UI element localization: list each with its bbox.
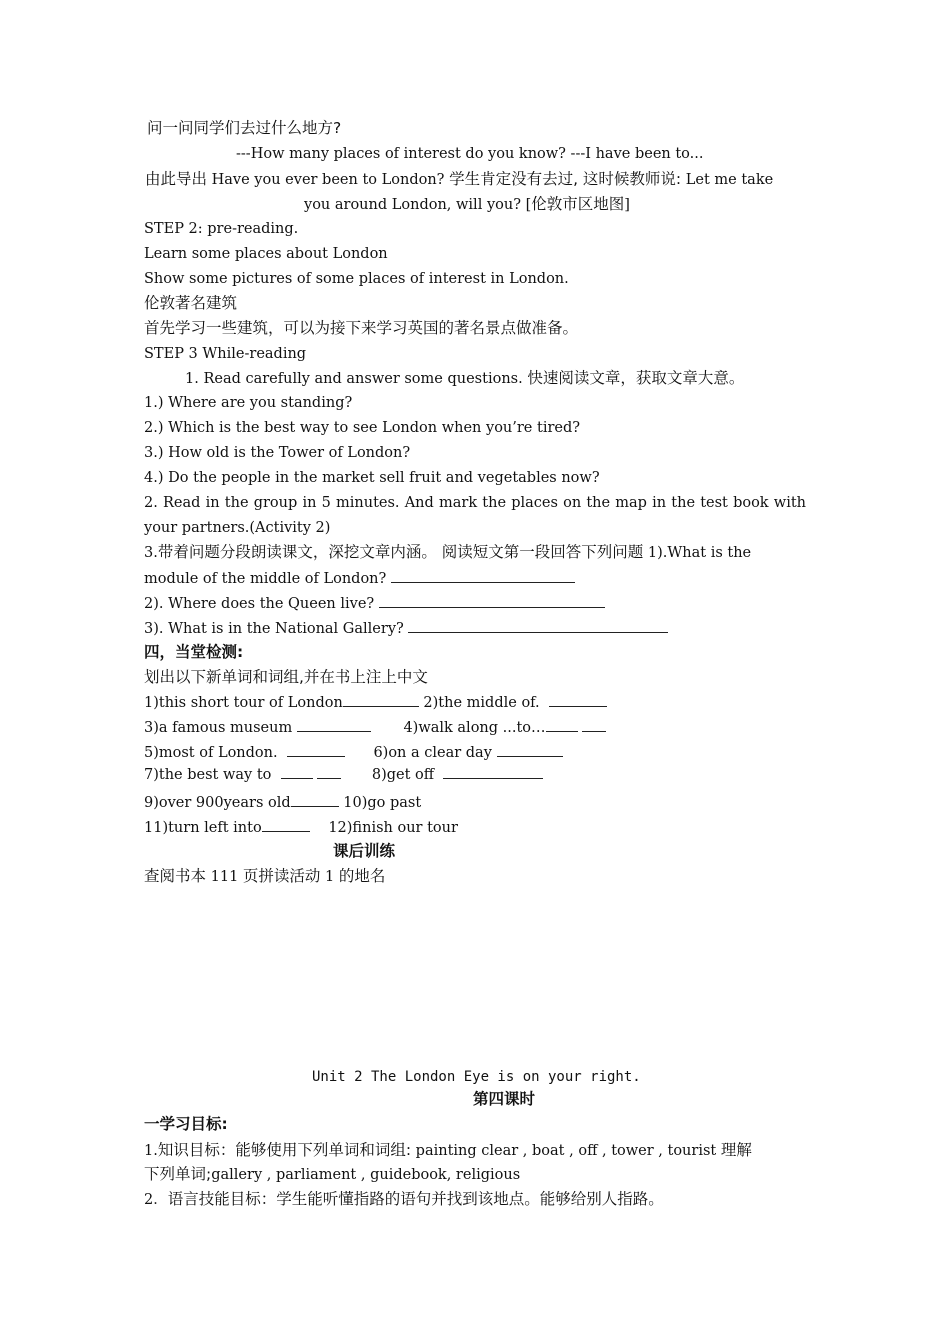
vocab-4: 4)walk along ...to… [403, 720, 546, 736]
answer-blank[interactable] [408, 618, 668, 633]
step2-line-2: Show some pictures of some places of interest in London. [144, 271, 569, 287]
fill-question-2 [144, 593, 605, 614]
vocab-blank[interactable] [343, 692, 419, 707]
goal-1-words: painting clear , boat , off , tower , tourist [411, 1143, 721, 1159]
question-3: 3.) How old is the Tower of London? [144, 445, 411, 461]
lead-in-en-3: you around London, will you? [ [304, 197, 532, 213]
lead-in-en-1: Have you ever been to London? [207, 172, 450, 188]
vocab-blank[interactable] [297, 717, 371, 732]
buildings-heading: 伦敦著名建筑 [144, 294, 238, 312]
vocab-blank[interactable] [582, 717, 606, 732]
vocab-row-6 [144, 817, 458, 838]
task-3-num: 3. [144, 545, 158, 561]
goal-1-understand: 理解 [720, 1141, 752, 1159]
answer-blank[interactable] [379, 593, 605, 608]
vocab-blank[interactable] [443, 764, 543, 779]
goal-1-words-2: gallery , parliament , guidebook, religious [211, 1167, 521, 1183]
lead-in-cn-2: 学生肯定没有去过 [449, 170, 574, 188]
vocab-11: 11)turn left into [144, 820, 262, 836]
vocab-1: 1)this short tour of London [144, 695, 343, 711]
goal-1-cn-2: 下列单词; [144, 1165, 212, 1183]
vocab-blank[interactable] [291, 792, 339, 807]
lesson-title: 第四课时 [473, 1090, 536, 1108]
task-2-line-2: your partners.(Activity 2) [144, 520, 331, 536]
goal-1-line-1 [144, 1140, 752, 1161]
task-1-cn: 快速阅读文章，获取文章大意。 [527, 369, 745, 387]
vocab-blank[interactable] [287, 742, 345, 757]
vocab-blank[interactable] [317, 764, 341, 779]
vocab-8: 8)get off [371, 767, 435, 783]
goal-2-line [144, 1189, 664, 1210]
vocab-blank[interactable] [497, 742, 563, 757]
vocab-row-5 [144, 792, 421, 813]
goal-1-line-2 [144, 1164, 520, 1185]
vocab-blank[interactable] [262, 817, 310, 832]
vocab-9: 9)over 900years old [144, 795, 291, 811]
vocab-6: 6)on a clear day [373, 745, 492, 761]
fill-question-1-text: module of the middle of London? [144, 571, 387, 587]
vocab-row-1 [144, 692, 607, 713]
fill-question-3 [144, 618, 668, 639]
goal-2-num: 2． [144, 1192, 168, 1208]
homework-line [144, 866, 385, 887]
goal-2-cn: 语言技能目标：学生能听懂指路的语句并找到该地点。能够给别人指路。 [167, 1190, 664, 1208]
intro-question: 问一问同学们去过什么地方? [147, 119, 342, 137]
fill-question-3-text: 3). What is in the National Gallery? [144, 621, 404, 637]
vocab-5: 5)most of London. [144, 745, 278, 761]
step2-line-1: Learn some places about London [144, 246, 388, 262]
vocab-instruction: 划出以下新单词和词组,并在书上注上中文 [144, 668, 428, 686]
lead-in-cn-1: 由此导出 [145, 170, 208, 188]
lead-in-en-2: Let me take [681, 172, 774, 188]
homework-cn-2: 页拼读活动 [242, 867, 321, 885]
goals-heading: 一学习目标: [144, 1115, 228, 1133]
lead-in-line [145, 169, 773, 190]
question-2: 2.) Which is the best way to see London when you’re tired? [144, 420, 581, 436]
task-3-cn: 带着问题分段朗读课文，深挖文章内涵。 阅读短文第一段回答下列问题 [157, 543, 644, 561]
vocab-2: 2)the middle of. [423, 695, 540, 711]
lead-in-cn-3: , 这时候教师说: [573, 170, 682, 188]
dialogue-line: ---How many places of interest do you know? ---I have been to... [236, 146, 704, 162]
goal-1-cn: 知识目标：能够使用下列单词和词组: [157, 1141, 412, 1159]
buildings-note: 首先学习一些建筑，可以为接下来学习英国的著名景点做准备。 [144, 319, 579, 337]
fill-question-1 [144, 568, 575, 589]
vocab-7: 7)the best way to [144, 767, 272, 783]
answer-blank[interactable] [391, 568, 575, 583]
homework-activity: 1 [320, 869, 339, 885]
task-1-en: 1. Read carefully and answer some questions. [185, 371, 528, 387]
goal-1-num: 1. [144, 1143, 158, 1159]
vocab-blank[interactable] [549, 692, 607, 707]
homework-cn-1: 查阅书本 [144, 867, 207, 885]
vocab-3: 3)a famous museum [144, 720, 293, 736]
bracket-close: ] [624, 197, 630, 213]
homework-cn-3: 的地名 [338, 867, 386, 885]
vocab-row-2 [144, 717, 606, 738]
task-3-en: 1).What is the [643, 545, 752, 561]
step2-heading: STEP 2: pre-reading. [144, 221, 299, 237]
fill-question-2-text: 2). Where does the Queen live? [144, 596, 375, 612]
task-2-line-1: 2. Read in the group in 5 minutes. And mark the places on the map in the test book with [144, 495, 806, 511]
question-4: 4.) Do the people in the market sell fruit and vegetables now? [144, 470, 600, 486]
homework-heading: 课后训练 [333, 842, 396, 860]
vocab-12: 12)finish our tour [328, 820, 458, 836]
vocab-row-3 [144, 742, 563, 763]
step3-heading: STEP 3 While-reading [144, 346, 307, 362]
task-1 [185, 368, 744, 389]
question-1: 1.) Where are you standing? [144, 395, 353, 411]
section-heading-check: 四，当堂检测: [144, 643, 244, 661]
vocab-10: 10)go past [343, 795, 422, 811]
vocab-blank[interactable] [546, 717, 578, 732]
vocab-blank[interactable] [281, 764, 313, 779]
task-3-line [144, 542, 751, 563]
vocab-row-4 [144, 764, 543, 785]
unit-title: Unit 2 The London Eye is on your right. [312, 1069, 641, 1085]
lead-in-line-2 [304, 194, 630, 215]
map-note: 伦敦市区地图 [531, 195, 625, 213]
homework-page: 111 [206, 869, 243, 885]
